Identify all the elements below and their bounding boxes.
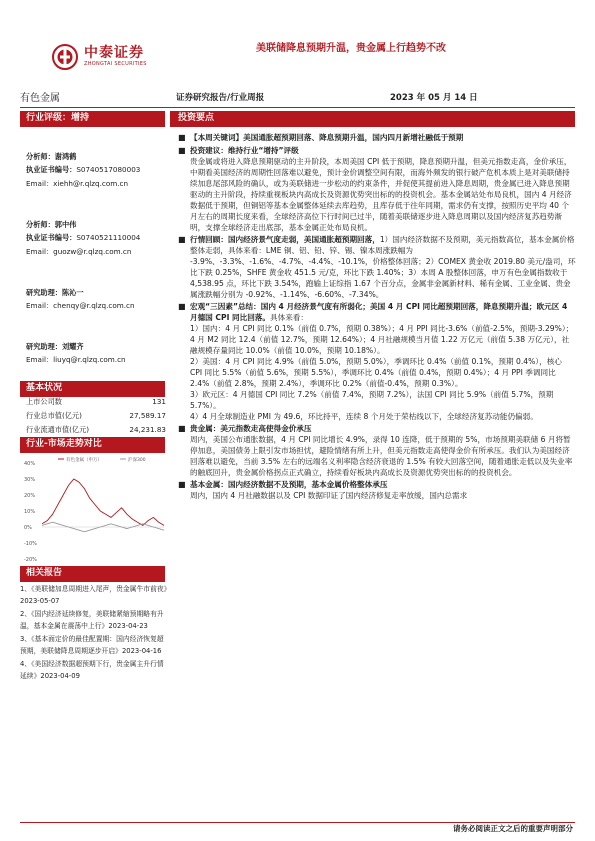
bullet-icon: ■ [178, 133, 186, 142]
basic-row [26, 425, 166, 435]
zhongtai-logo-icon [52, 44, 78, 70]
analyst-block-3 [26, 286, 166, 313]
analyst-email[interactable]: guozw@r.qlzq.com.cn [53, 246, 132, 256]
basic-status-header: 基本状况 [20, 381, 165, 397]
company-logo [52, 44, 147, 70]
cert-label: 执业证书编号： [26, 233, 77, 243]
base-metals-body: 周内，国内 4 月社融数据以及 CPI 数据印证了国内经济修复走率放缓，国内总需求 [190, 491, 468, 500]
related-report-link[interactable]: 1、《美联储加息周期进入尾声，贵金属牛市前夜》2023-05-07 [20, 585, 168, 605]
related-reports-header: 相关报告 [20, 566, 165, 582]
bullet-base-metals [178, 479, 576, 501]
basic-label: 行业流通市值(亿元) [26, 425, 90, 434]
header-divider [20, 107, 575, 108]
analyst-email[interactable]: xiehh@r.qlzq.com.cn [53, 178, 129, 188]
keywords-text: 【本周关键词】美国通胀超预期回落、降息预期升温，国内四月新增社融低于预期 [190, 133, 464, 142]
macro-eurozone: 3）欧元区：4 月德国 CPI 同比 7.2%（前值 7.4%，预期 7.2%），法国 CPI 同比 5.9%（前值 5.7%，预期 5.7%）。 [190, 390, 554, 410]
analyst-block-4 [26, 340, 166, 367]
market-title: 行情回顾：国内经济景气度走弱，美国通胀超预期回落， [190, 235, 380, 244]
market-trend-chart [24, 455, 166, 565]
advice-body: 贵金属或将进入降息预期驱动的主升阶段，本周美国 CPI 低于预期，降息预期升温，但美元指数走高，金价承压，中期看美国经济的周期性回落难以避免，预计金价调整空间有限，而海外频发的银行破产危机本质上是对美联储持续加息尾部风险的确认，或为美联储进一步松动的约束条件，并促使其提前进入降息周期，贵金属已进入降息预期驱动的主升阶段，持续重视板块内高成长及资源优势突出标的的投资机会。基本金属站处布局良机，国内 4 月经济数据低于预期，但铜铝等基本金属整体延续去库趋势，且库存低于往年同期，需求仍有支撑，按照历史平均 40 个月左右的周期长度来看，全球经济高位下行时间已过半，随着美联储逐步进入降息周期以及国内经济复苏趋势渐明，支撑全球经济走出底部，基本金属正处布局良机。 [190, 157, 572, 232]
basic-value: 131 [152, 397, 166, 406]
email-label: Email： [26, 178, 54, 188]
base-metals-title: 基本金属：国内经济数据不及预期，基本金属价格整体承压 [190, 480, 388, 489]
bullet-market [178, 234, 576, 300]
footer-divider [20, 822, 575, 823]
logo-en-text: ZHONGTAI SECURITIES [84, 61, 147, 68]
advice-title: 投资建议：维持行业“增持”评级 [190, 146, 299, 155]
analyst-block-1 [26, 150, 166, 190]
y-tick-label: 40% [24, 461, 36, 467]
logo-cn-text: 中泰证券 [84, 44, 144, 61]
macro-us: 2）美国：4 月 CPI 同比 4.9%（前值 5.0%，预期 5.0%），季调环比 0.4%（前值 0.1%，预期 0.4%），核心 CPI 同比 5.5%（前值 5.6%，预期 5.5%），季调环比 0.4%（前值 0.4%，预期 0.4%）；4 月 PPI 季调同比 2.4%（前值 2.8%，预期 2.4%），季调环比 0.2%（前值-0.4%，预期 0.3%）。 [190, 357, 562, 388]
assistant-name: 研究助理：刘耀齐 [26, 342, 84, 351]
bullet-icon: ■ [178, 302, 186, 311]
bullet-gold [178, 423, 576, 478]
cert-number: S0740521110004 [76, 233, 141, 243]
related-reports-list [20, 584, 168, 684]
macro-domestic: 1）国内：4 月 CPI 同比 0.1%（前值 0.7%，预期 0.38%）；4 月 PPI 同比-3.6%（前值-2.5%，预期-3.29%）；4 月 M2 同比 12.4（前值 12.7%，预期 12.64%）；4 月社融规模当月值 1.22 万亿元（前值 5.38 万亿元），社融规模存量同比 10.0%（前值 10.0%，预期 10.18%）。 [190, 324, 574, 355]
y-tick-label: 20% [24, 493, 36, 499]
legend-label: 沪深300 [128, 458, 146, 463]
basic-label: 行业总市值(亿元) [26, 411, 82, 420]
basic-label: 上市公司数 [26, 397, 62, 406]
macro-intro: 具体来看： [270, 313, 308, 322]
macro-title: 宏观“三因素”总结：国内 4 月经济景气度有所弱化；美国 4 月 CPI 同比超预期回落，降息预期升温；欧元区 4 月德国 CPI 同比回落。 [190, 302, 568, 322]
footer-disclaimer: 请务必阅读正文之后的重要声明部分 [453, 824, 573, 833]
industry-name: 有色金属 [20, 93, 60, 104]
bullet-keywords [178, 132, 576, 144]
bullet-macro [178, 301, 576, 422]
y-tick-label: 30% [24, 477, 36, 483]
assistant-name: 研究助理：陈沁一 [26, 288, 84, 297]
related-report-link[interactable]: 4、《美国经济数据超预期下行，贵金属主升行情延续》2023-04-09 [20, 660, 164, 680]
basic-value: 24,231.83 [129, 425, 166, 434]
y-tick-label: 0% [24, 525, 32, 531]
document-title: 美联储降息预期升温，贵金属上行趋势不改 [256, 43, 446, 54]
related-report-link[interactable]: 3、《基本面定价的最佳配置期：国内经济恢复超预期，美联储降息周期逐步开启》2023-04-16 [20, 635, 164, 655]
report-date: 2023 年 05 月 14 日 [390, 93, 478, 103]
related-report-link[interactable]: 2、《国内经济延续修复，美联储紧缩预期略有升温，基本金属在震荡中上行》2023-04-23 [20, 610, 164, 630]
email-label: Email： [26, 246, 54, 256]
cert-number: S0740517080003 [76, 165, 141, 175]
email-label: Email： [26, 355, 54, 365]
trend-header: 行业-市场走势对比 [20, 437, 165, 453]
macro-global-pmi: 4）4 月全球制造业 PMI 为 49.6，环比持平，连续 8 个月处于荣枯线以下，全球经济复苏动能仍偏弱。 [190, 412, 538, 421]
basic-value: 27,589.17 [129, 411, 166, 420]
investment-points-header: 投资要点 [170, 111, 575, 127]
basic-row [26, 411, 166, 421]
basic-row [26, 397, 166, 407]
bullet-advice [178, 145, 576, 233]
cert-label: 执业证书编号： [26, 165, 77, 175]
gold-title: 贵金属：美元指数走高使得金价承压 [190, 424, 312, 433]
gold-body: 周内，美国公布通胀数据，4 月 CPI 同比增长 4.9%，录得 10 连降，低于预期的 5%，市场预期美联储 6 月将暂停加息，美国债务上限引发市场担忧，避险情绪有所上升，但美元指数走高使得金价有所承压。我们认为美国经济回落难以避免，当前 3.5% 左右的远端名义利率隐含经济衰退的 1.5% 有较大回落空间，随着通胀走低以及失业率的触底回升，贵金属价格拐点正式确立，持续看好板块内高成长及资源优势突出标的的投资机会。 [190, 435, 573, 477]
main-content [178, 132, 576, 502]
assistant-email[interactable]: chenqy@r.qlzq.com.cn [53, 301, 135, 311]
bullet-icon: ■ [178, 146, 186, 155]
y-tick-label: -10% [24, 541, 37, 547]
analyst-block-2 [26, 218, 166, 258]
email-label: Email： [26, 301, 54, 311]
bullet-icon: ■ [178, 480, 186, 489]
bullet-icon: ■ [178, 235, 186, 244]
market-body: 1）国内经济数据不及预期，美元指数高位，基本金属价格整体走弱，具体来看：LME 铜、铝、铅、锌、锡、镍本周涨跌幅为 -3.9%、-3.3%、-1.6%、-4.7%、-4.4%、-10.1%，价格整体回落；2）COMEX 黄金收 2019.80 美元/盎司，环比下跌 0.25%，SHFE 黄金收 451.5 元/克，环比下跌 1.40%；3）本周 A 股整体回落，申万有色金属指数收于 4,538.95 点，环比下跌 3.54%，跑输上证综指 1.67 个百分点，金属非金属新材料、稀有金属、工业金属、贵金属涨跌幅分别为 -0.92%、-1.14%、-6.60%、-7.34%。 [190, 235, 576, 299]
analyst-name: 分析师：郭中伟 [26, 220, 77, 229]
analyst-name: 分析师：谢鸿鹤 [26, 152, 77, 161]
bullet-icon: ■ [178, 424, 186, 433]
legend-label: 有色金属（申万） [66, 458, 102, 463]
rating-header: 行业评级：增持 [20, 111, 165, 127]
series-line-nonferrous [42, 479, 164, 525]
y-tick-label: -20% [24, 557, 37, 563]
assistant-email[interactable]: liuyq@r.qlzq.com.cn [53, 355, 126, 365]
report-type: 证券研究报告/行业周报 [176, 93, 265, 103]
y-tick-label: 10% [24, 509, 36, 515]
